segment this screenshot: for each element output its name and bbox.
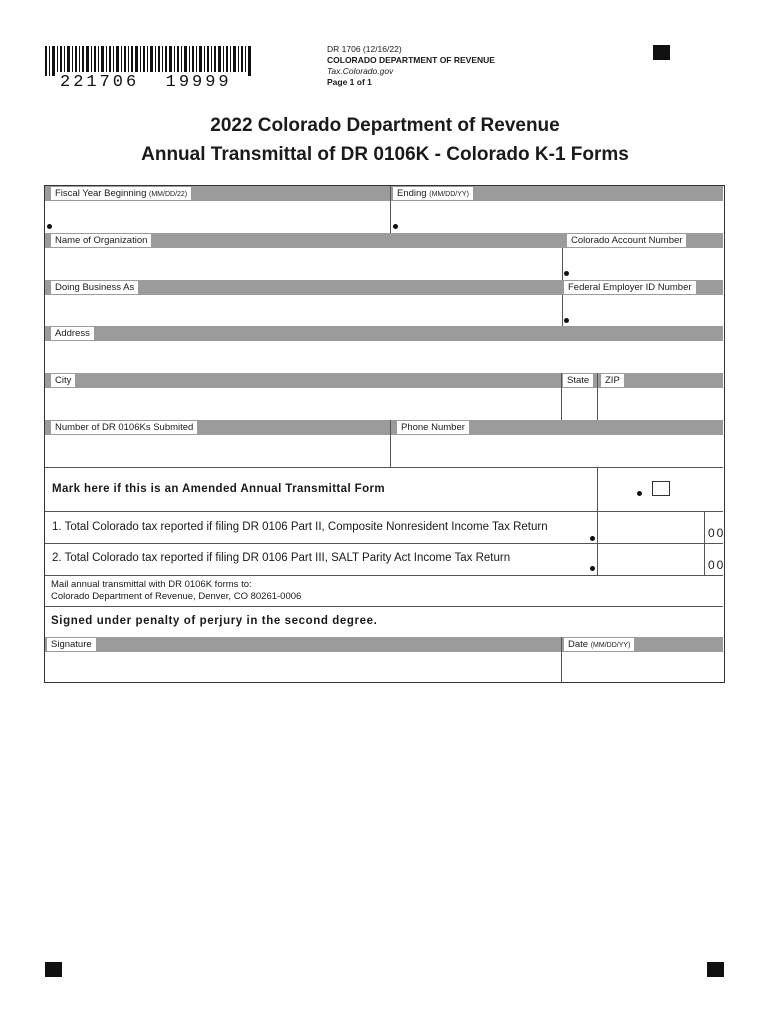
divider: [704, 511, 705, 543]
page-number: Page 1 of 1: [327, 77, 372, 87]
form-id: DR 1706 (12/16/22): [327, 44, 402, 54]
city-label: City: [51, 374, 75, 387]
phone-number-label: Phone Number: [397, 421, 469, 434]
divider: [597, 467, 598, 511]
date-label: Date (MM/DD/YY): [564, 638, 634, 651]
address-input[interactable]: [45, 341, 723, 373]
form-title-line1: 2022 Colorado Department of Revenue: [210, 115, 560, 136]
registration-mark-top-right: [653, 45, 670, 60]
state-input[interactable]: [562, 388, 597, 420]
website[interactable]: Tax.Colorado.gov: [327, 66, 394, 76]
divider: [704, 543, 705, 576]
mail-instructions-line1: Mail annual transmittal with DR 0106K forms to:: [51, 579, 252, 590]
line-1-cents: 00: [708, 526, 726, 540]
amended-form-label: Mark here if this is an Amended Annual Transmittal Form: [52, 483, 385, 495]
fiscal-year-beginning-input[interactable]: [45, 201, 390, 233]
barcode-number: 221706 19999: [60, 73, 232, 92]
zip-label: ZIP: [601, 374, 624, 387]
address-label: Address: [51, 327, 94, 340]
department-name: COLORADO DEPARTMENT OF REVENUE: [327, 55, 495, 65]
ending-input[interactable]: [391, 201, 723, 233]
state-label: State: [563, 374, 593, 387]
number-submitted-input[interactable]: [45, 435, 389, 467]
zip-input[interactable]: [598, 388, 723, 420]
line-2-amount-input[interactable]: [598, 544, 703, 575]
organization-name-label: Name of Organization: [51, 234, 151, 247]
required-bullet: [590, 536, 595, 541]
phone-number-input[interactable]: [391, 435, 723, 467]
required-bullet: [590, 566, 595, 571]
line-1-text: 1. Total Colorado tax reported if filing DR 0106 Part II, Composite Nonresident Income Tax Return: [52, 521, 548, 533]
number-submitted-label: Number of DR 0106Ks Submited: [51, 421, 197, 434]
divider: [45, 467, 723, 468]
mail-instructions-line2: Colorado Department of Revenue, Denver, CO 80261-0006: [51, 591, 302, 602]
signature-input[interactable]: [45, 652, 560, 682]
divider: [45, 606, 723, 607]
form-header: [327, 44, 495, 88]
label-band: [45, 326, 723, 341]
divider: [45, 575, 723, 576]
registration-mark-bottom-right: [707, 962, 724, 977]
ending-label: Ending (MM/DD/YY): [393, 187, 473, 200]
required-bullet: [637, 491, 642, 496]
line-2-text: 2. Total Colorado tax reported if filing DR 0106 Part III, SALT Parity Act Income Tax Return: [52, 552, 511, 564]
amended-checkbox[interactable]: [652, 481, 670, 496]
doing-business-as-input[interactable]: [45, 295, 561, 327]
federal-employer-id-label: Federal Employer ID Number: [564, 281, 696, 294]
line-1-amount-input[interactable]: [598, 512, 703, 542]
federal-employer-id-input[interactable]: [563, 295, 723, 327]
transmittal-form: [44, 185, 725, 683]
line-2-cents: 00: [708, 558, 726, 572]
fiscal-year-beginning-label: Fiscal Year Beginning (MM/DD/22): [51, 187, 191, 200]
signature-label: Signature: [47, 638, 96, 651]
organization-name-input[interactable]: [45, 248, 561, 280]
colorado-account-number-label: Colorado Account Number: [567, 234, 686, 247]
date-input[interactable]: [562, 652, 723, 682]
registration-mark-bottom-left: [45, 962, 62, 977]
form-title-line2: Annual Transmittal of DR 0106K - Colorado K-1 Forms: [141, 144, 629, 165]
penalty-statement: Signed under penalty of perjury in the second degree.: [51, 615, 378, 627]
doing-business-as-label: Doing Business As: [51, 281, 138, 294]
colorado-account-number-input[interactable]: [563, 248, 723, 280]
city-input[interactable]: [45, 388, 560, 420]
